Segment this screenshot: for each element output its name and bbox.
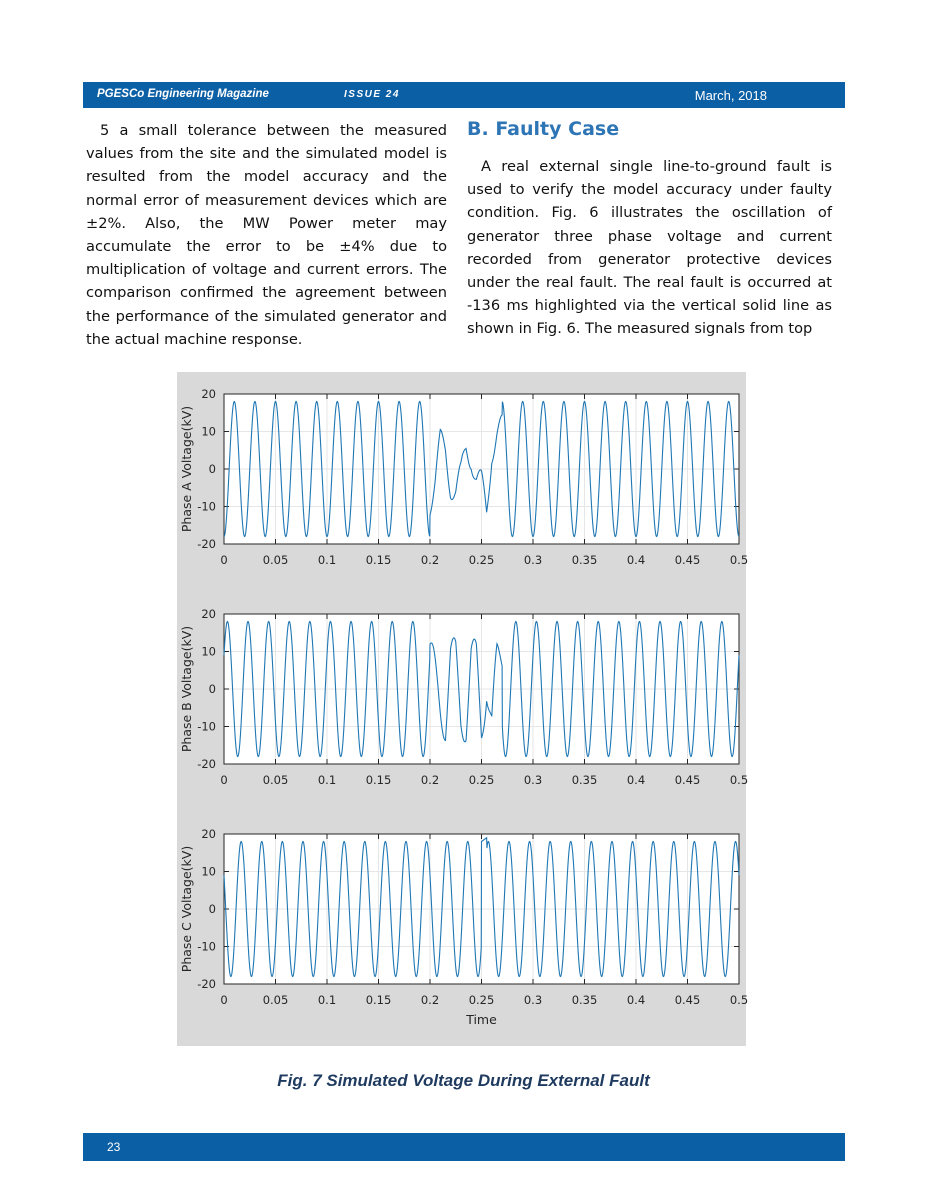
figure-caption: Fig. 7 Simulated Voltage During External Fault <box>277 1071 650 1090</box>
y-tick-label: -10 <box>197 719 216 734</box>
x-tick-label: 0.45 <box>674 773 701 787</box>
x-tick-label: 0.5 <box>729 993 749 1007</box>
x-tick-label: 0.35 <box>571 993 598 1007</box>
y-tick-label: 10 <box>201 644 216 659</box>
x-tick-label: 0 <box>220 993 228 1007</box>
x-tick-label: 0.3 <box>523 773 543 787</box>
right-paragraph: A real external single line-to-ground fault is used to verify the model accuracy under faulty condition. Fig. 6 illustrates the oscillation of generator three phase voltage and current recorded from generator protective devices under the real fault. The real fault is occurred at -136 ms highlighted via the vertical solid line as shown in Fig. 6. The measured signals from top <box>467 158 832 338</box>
x-tick-label: 0.45 <box>674 553 701 567</box>
voltage-charts <box>177 372 749 1046</box>
left-column <box>86 119 447 351</box>
x-tick-label: 0.25 <box>468 773 495 787</box>
x-tick-label: 0.05 <box>262 773 289 787</box>
y-tick-label: -20 <box>197 977 216 991</box>
x-tick-label: 0.4 <box>626 553 646 567</box>
x-tick-label: 0.25 <box>468 553 495 567</box>
y-tick-label: 20 <box>201 827 216 841</box>
y-tick-label: 0 <box>208 462 216 476</box>
magazine-title: PGESCo Engineering Magazine <box>97 88 269 100</box>
x-tick-label: 0.05 <box>262 993 289 1007</box>
x-tick-label: 0.2 <box>420 993 440 1007</box>
y-axis-label: Phase C Voltage(kV) <box>179 845 194 973</box>
issue-date: March, 2018 <box>694 88 767 103</box>
x-tick-label: 0.15 <box>365 773 392 787</box>
section-heading: B. Faulty Case <box>467 118 620 140</box>
x-tick-label: 0 <box>220 553 228 567</box>
footer-bar <box>83 1133 845 1161</box>
left-paragraph: 5 a small tolerance between the measured values from the site and the simulated model is resulted from the model accuracy and the normal error of measurement devices which are ±2%. Also, the MW Power meter may accumulate the error to be ±4% due to multiplication of voltage and current errors. The comparison confirmed the agreement between the performance of the simulated generator and the actual machine response. <box>86 122 447 348</box>
y-tick-label: -20 <box>197 757 216 771</box>
x-tick-label: 0.3 <box>523 993 543 1007</box>
x-axis-label: Time <box>466 1012 497 1027</box>
y-tick-label: -20 <box>197 537 216 551</box>
x-tick-label: 0.2 <box>420 553 440 567</box>
x-tick-label: 0.3 <box>523 553 543 567</box>
y-tick-label: 10 <box>201 864 216 879</box>
y-tick-label: 20 <box>201 607 216 621</box>
x-tick-label: 0.2 <box>420 773 440 787</box>
issue-number: ISSUE 24 <box>344 89 400 100</box>
figure-panel <box>177 372 749 1046</box>
x-tick-label: 0.15 <box>365 993 392 1007</box>
right-column <box>467 155 832 341</box>
y-tick-label: -10 <box>197 939 216 954</box>
y-axis-label: Phase A Voltage(kV) <box>179 405 194 533</box>
y-tick-label: 10 <box>201 424 216 439</box>
x-tick-label: 0.4 <box>626 993 646 1007</box>
x-tick-label: 0.1 <box>317 553 337 567</box>
y-tick-label: 20 <box>201 387 216 401</box>
y-tick-label: -10 <box>197 499 216 514</box>
y-axis-label: Phase B Voltage(kV) <box>179 625 194 753</box>
x-tick-label: 0.4 <box>626 773 646 787</box>
x-tick-label: 0.35 <box>571 773 598 787</box>
x-tick-label: 0.5 <box>729 773 749 787</box>
y-tick-label: 0 <box>208 902 216 916</box>
page-number: 23 <box>107 1140 121 1154</box>
x-tick-label: 0 <box>220 773 228 787</box>
y-tick-label: 0 <box>208 682 216 696</box>
x-tick-label: 0.35 <box>571 553 598 567</box>
x-tick-label: 0.05 <box>262 553 289 567</box>
header-bar <box>83 82 845 108</box>
x-tick-label: 0.5 <box>729 553 749 567</box>
x-tick-label: 0.1 <box>317 773 337 787</box>
x-tick-label: 0.25 <box>468 993 495 1007</box>
x-tick-label: 0.45 <box>674 993 701 1007</box>
x-tick-label: 0.15 <box>365 553 392 567</box>
x-tick-label: 0.1 <box>317 993 337 1007</box>
